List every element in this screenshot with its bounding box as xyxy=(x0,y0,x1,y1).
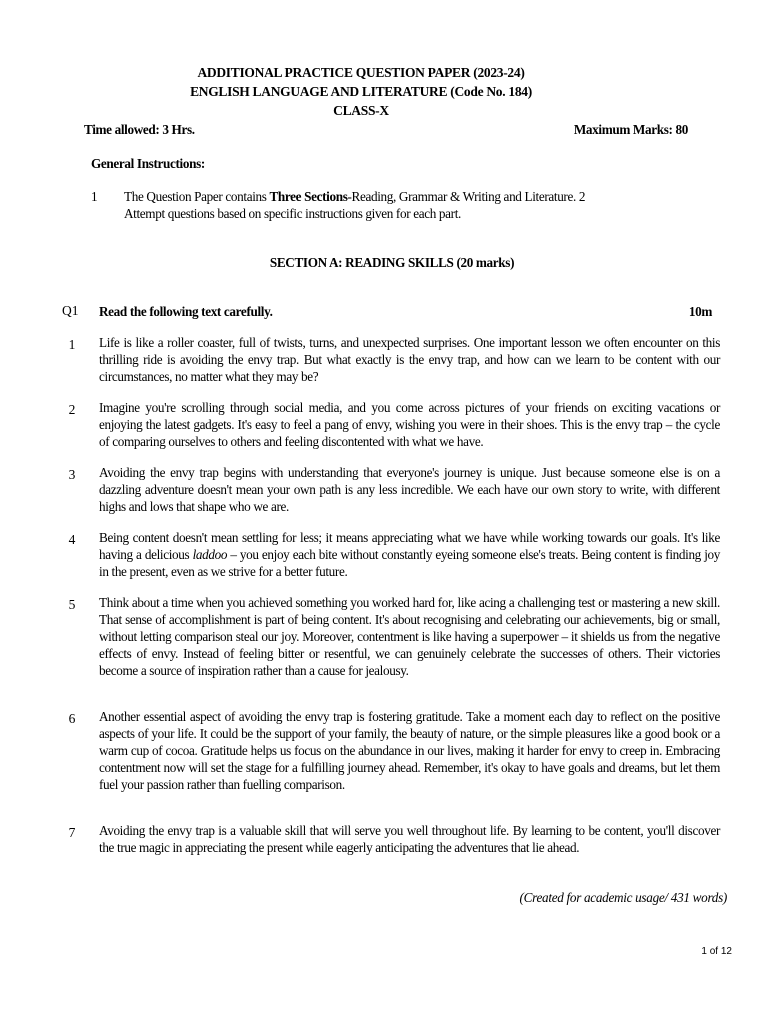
paragraph-number-6: 6 xyxy=(68,711,76,726)
paragraph-5: Think about a time when you achieved something you worked hard for, like acing a challenging test or mastering a new skill. That sense of accomplishment is part of being content. It's about recognising and celebrating our achievements, big or small, without letting comparison steal our joy. Moreover, contentment is like having a superpower – it shields us from the negative effects of envy. Instead of feeling bitter or resentful, we can genuinely celebrate the successes of others. Their victories become a source of inspiration rather than a cause for jealousy. xyxy=(99,595,720,678)
paragraph-4-text-after: – you enjoy each bite without constantly eyeing someone else's treats. Being content is finding joy in the present, even as we strive for a better future. xyxy=(99,547,720,579)
question-marks: 10m xyxy=(688,304,712,319)
paragraph-number-2: 2 xyxy=(68,402,76,417)
instruction-line-1 xyxy=(124,189,585,205)
paragraph-number-1: 1 xyxy=(68,337,76,352)
paragraph-number-7: 7 xyxy=(68,825,76,840)
instruction-line-2: Attempt questions based on specific instructions given for each part. xyxy=(124,206,461,221)
instruction-text-bold: Three Sections xyxy=(269,189,348,204)
maximum-marks: Maximum Marks: 80 xyxy=(573,122,688,137)
class-title: CLASS-X xyxy=(333,103,389,118)
paragraph-4-text-before: Being content doesn't mean settling for less; it means appreciating what we have while working towards our goals. It's like having a delicious xyxy=(99,530,720,562)
general-instructions-heading: General Instructions: xyxy=(91,156,205,171)
paragraph-6: Another essential aspect of avoiding the envy trap is fostering gratitude. Take a moment each day to reflect on the positive aspects of your life. It could be the support of your family, the beauty of nature, or the simple pleasures like a good book or a warm cup of cocoa. Gratitude helps us focus on the abundance in our lives, making it harder for envy to creep in. Embracing contentment now will set the stage for a fulfilling journey ahead. Remember, it's okay to have goals and dreams, but let them fuel your passion rather than fuelling comparison. xyxy=(99,709,720,792)
section-a-title: SECTION A: READING SKILLS (20 marks) xyxy=(269,255,515,270)
instruction-number: 1 xyxy=(91,189,98,204)
word-count-credit: (Created for academic usage/ 431 words) xyxy=(519,890,727,905)
page-number: 1 of 12 xyxy=(701,946,732,957)
question-prompt: Read the following text carefully. xyxy=(99,304,273,319)
paragraph-3: Avoiding the envy trap begins with understanding that everyone's journey is unique. Just because someone else is on a dazzling adventure doesn't mean your own path is any less incredible. We each have our own story to write, with different highs and lows that shape who we are. xyxy=(99,465,720,514)
paragraph-4 xyxy=(99,529,720,580)
instruction-text-after: -Reading, Grammar & Writing and Literature. 2 xyxy=(347,189,586,204)
question-number: Q1 xyxy=(62,303,79,318)
paragraph-2: Imagine you're scrolling through social media, and you come across pictures of your friends on exciting vacations or enjoying the latest gadgets. It's easy to feel a pang of envy, wishing you were in their shoes. This is the envy trap – the cycle of comparing ourselves to others and feeling discontented with what we have. xyxy=(99,400,720,449)
paragraph-number-3: 3 xyxy=(68,467,76,482)
time-allowed: Time allowed: 3 Hrs. xyxy=(84,122,195,137)
paper-title: ADDITIONAL PRACTICE QUESTION PAPER (2023-24) xyxy=(197,65,525,80)
instruction-text-before: The Question Paper contains xyxy=(124,189,270,204)
subject-title: ENGLISH LANGUAGE AND LITERATURE (Code No. 184) xyxy=(190,84,532,99)
paragraph-7: Avoiding the envy trap is a valuable skill that will serve you well throughout life. By learning to be content, you'll discover the true magic in appreciating the present while eagerly anticipating the adventures that lie ahead. xyxy=(99,823,720,855)
paragraph-number-5: 5 xyxy=(68,597,76,612)
paragraph-1: Life is like a roller coaster, full of twists, turns, and unexpected surprises. One important lesson we often encounter on this thrilling ride is avoiding the envy trap. But what exactly is the envy trap, and how can we learn to be content with our circumstances, no matter what they may be? xyxy=(99,335,720,384)
paragraph-number-4: 4 xyxy=(68,532,76,547)
paragraph-4-italic-word: laddoo xyxy=(192,547,228,562)
